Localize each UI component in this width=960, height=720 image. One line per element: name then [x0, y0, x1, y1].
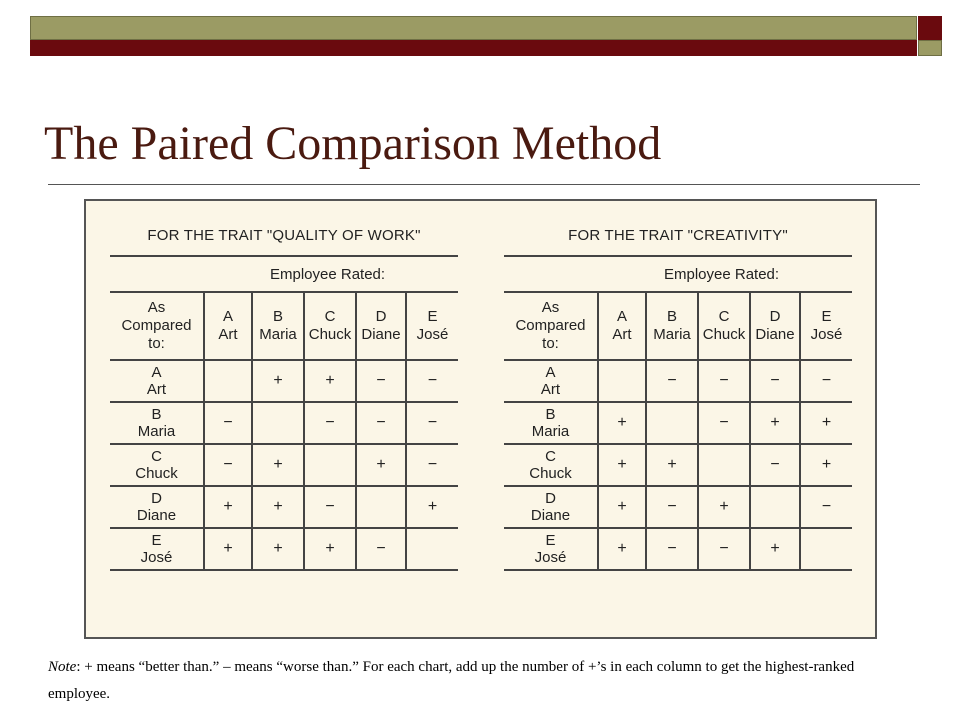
row-header [504, 402, 598, 444]
comparison-cell: + [598, 402, 646, 444]
column-header [698, 293, 750, 360]
table-row [504, 402, 852, 444]
comparison-cell: − [356, 402, 406, 444]
column-name: José [810, 326, 843, 343]
comparison-cell [204, 360, 252, 402]
column-header [304, 293, 356, 360]
column-letter: D [375, 308, 387, 325]
title-divider [48, 184, 920, 185]
note-label: Note [48, 659, 77, 675]
comparison-cell: − [304, 486, 356, 528]
row-letter: D [151, 490, 162, 507]
comparison-cell: + [750, 402, 800, 444]
comparison-cell: + [800, 402, 852, 444]
row-letter: C [545, 448, 556, 465]
row-header [110, 360, 204, 402]
column-letter: D [769, 308, 781, 325]
row-name: Chuck [135, 465, 178, 482]
table-row [504, 444, 852, 486]
corner-label-line: to: [148, 335, 165, 352]
column-letter: B [272, 308, 283, 325]
comparison-cell: − [800, 360, 852, 402]
comparison-cell: + [252, 528, 304, 570]
comparison-cell: − [800, 486, 852, 528]
row-letter: A [545, 364, 556, 381]
comparison-cell [800, 528, 852, 570]
trait-heading: FOR THE TRAIT "CREATIVITY" [568, 226, 788, 244]
column-header-row [110, 293, 458, 360]
comparison-cell: − [750, 360, 800, 402]
comparison-cell: + [750, 528, 800, 570]
column-header [646, 293, 698, 360]
chart-quality-of-work [110, 215, 458, 571]
comparison-cell: − [406, 360, 458, 402]
comparison-cell: + [252, 486, 304, 528]
comparison-cell: − [698, 402, 750, 444]
table-row [504, 486, 852, 528]
column-name: Diane [361, 326, 401, 343]
comparison-cell: + [252, 360, 304, 402]
comparison-cell: + [252, 444, 304, 486]
corner-header [110, 293, 204, 360]
comparison-cell [598, 360, 646, 402]
comparison-cell: + [598, 444, 646, 486]
table-row [110, 486, 458, 528]
column-letter: C [324, 308, 336, 325]
comparison-cell: + [698, 486, 750, 528]
column-name: Maria [259, 326, 297, 343]
comparison-cell: − [304, 402, 356, 444]
row-header [110, 444, 204, 486]
row-name: Art [146, 381, 167, 398]
row-header [504, 486, 598, 528]
footnote [48, 654, 908, 708]
comparison-cell: − [646, 528, 698, 570]
header-bar-maroon [30, 40, 917, 56]
row-name: José [140, 549, 173, 566]
comparison-cell: + [598, 528, 646, 570]
column-header [406, 293, 458, 360]
column-letter: E [427, 308, 438, 325]
comparison-cell: − [204, 402, 252, 444]
comparison-figure [84, 199, 877, 639]
column-letter: A [616, 308, 627, 325]
chart-creativity [504, 215, 852, 571]
comparison-cell: − [406, 444, 458, 486]
column-letter: A [222, 308, 233, 325]
table-row [504, 360, 852, 402]
column-name: Art [612, 326, 632, 343]
row-name: Art [540, 381, 561, 398]
corner-label-line: As [147, 299, 166, 316]
row-letter: D [545, 490, 556, 507]
column-name: Diane [755, 326, 795, 343]
row-letter: C [151, 448, 162, 465]
table-row [110, 528, 458, 570]
employee-rated-header [504, 255, 852, 293]
comparison-cell: + [204, 486, 252, 528]
comparison-cell: − [356, 528, 406, 570]
table-row [110, 444, 458, 486]
comparison-table [504, 293, 852, 571]
row-header [110, 402, 204, 444]
row-header [504, 528, 598, 570]
column-header [204, 293, 252, 360]
header-square-maroon [918, 16, 942, 40]
corner-label-line: As [541, 299, 560, 316]
comparison-cell [252, 402, 304, 444]
corner-label-line: to: [542, 335, 559, 352]
column-name: Art [218, 326, 238, 343]
note-text: : + means “better than.” – means “worse than.” For each chart, add up the number of +’s in each column to get the highest-ranked employee. [48, 659, 855, 702]
corner-label-line: Compared [121, 317, 192, 334]
row-letter: B [545, 406, 556, 423]
table-row [110, 360, 458, 402]
row-header [504, 360, 598, 402]
comparison-cell [646, 402, 698, 444]
column-letter: E [821, 308, 832, 325]
column-name: Chuck [308, 326, 352, 343]
comparison-cell: − [406, 402, 458, 444]
table-row [504, 528, 852, 570]
comparison-cell: + [406, 486, 458, 528]
column-letter: C [718, 308, 730, 325]
comparison-cell: + [598, 486, 646, 528]
row-name: Maria [137, 423, 176, 440]
column-header [356, 293, 406, 360]
comparison-cell: + [304, 360, 356, 402]
comparison-cell: − [204, 444, 252, 486]
comparison-table [110, 293, 458, 571]
row-name: Diane [136, 507, 177, 524]
column-name: José [416, 326, 449, 343]
row-name: José [534, 549, 567, 566]
row-letter: E [151, 532, 162, 549]
corner-label-line: Compared [515, 317, 586, 334]
row-letter: E [545, 532, 556, 549]
row-letter: B [151, 406, 162, 423]
row-letter: A [151, 364, 162, 381]
row-name: Chuck [529, 465, 572, 482]
employee-rated-label: Employee Rated: [664, 265, 780, 283]
employee-rated-header [110, 255, 458, 293]
column-header [252, 293, 304, 360]
column-header-row [504, 293, 852, 360]
row-header [110, 528, 204, 570]
column-header [800, 293, 852, 360]
column-header [750, 293, 800, 360]
comparison-cell: + [356, 444, 406, 486]
employee-rated-label: Employee Rated: [270, 265, 386, 283]
comparison-cell: + [646, 444, 698, 486]
comparison-cell: − [750, 444, 800, 486]
comparison-cell: − [698, 528, 750, 570]
row-name: Diane [530, 507, 571, 524]
comparison-cell: + [304, 528, 356, 570]
comparison-cell: − [646, 360, 698, 402]
comparison-cell [698, 444, 750, 486]
column-name: Maria [653, 326, 691, 343]
comparison-cell [304, 444, 356, 486]
comparison-cell: − [698, 360, 750, 402]
corner-header [504, 293, 598, 360]
table-row [110, 402, 458, 444]
column-header [598, 293, 646, 360]
slide-title: The Paired Comparison Method [44, 117, 662, 170]
comparison-cell: − [356, 360, 406, 402]
trait-heading: FOR THE TRAIT "QUALITY OF WORK" [147, 226, 421, 244]
column-letter: B [666, 308, 677, 325]
comparison-cell: + [204, 528, 252, 570]
comparison-cell [356, 486, 406, 528]
comparison-cell [406, 528, 458, 570]
comparison-cell: + [800, 444, 852, 486]
row-name: Maria [531, 423, 570, 440]
column-name: Chuck [702, 326, 746, 343]
header-square-olive [918, 40, 942, 56]
row-header [110, 486, 204, 528]
comparison-cell [750, 486, 800, 528]
row-header [504, 444, 598, 486]
comparison-cell: − [646, 486, 698, 528]
header-bar-olive [30, 16, 917, 40]
